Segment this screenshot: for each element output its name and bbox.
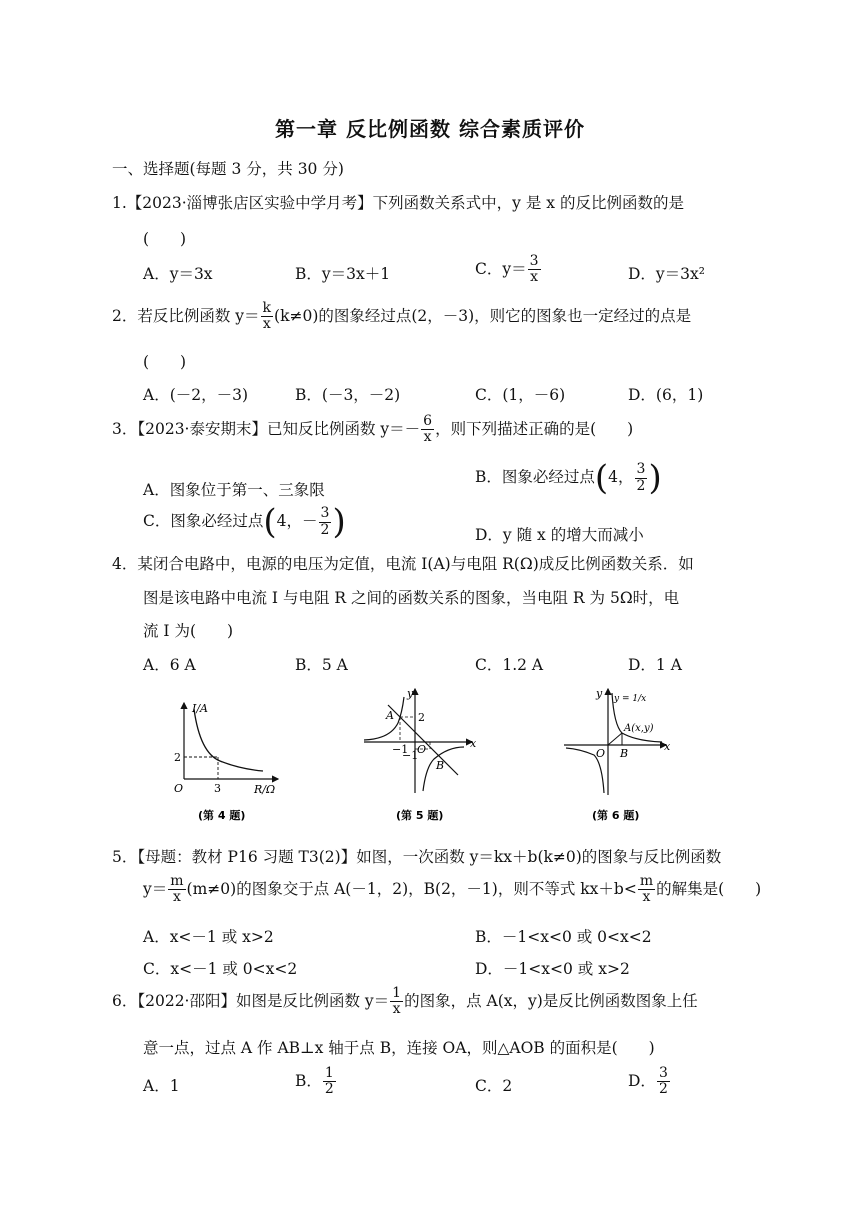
- q1-answer-paren: ( ): [143, 230, 187, 248]
- f5-tick-2: 2: [418, 711, 425, 724]
- q4-line-1: 4．某闭合电路中，电源的电压为定值，电流 I(A)与电阻 R(Ω)成反比例函数关系．如: [112, 555, 694, 573]
- q5-option-d: D．－1<x<0 或 x>2: [475, 960, 630, 978]
- f4-tick-3: 3: [214, 782, 221, 795]
- q2-answer-paren: ( ): [143, 353, 187, 371]
- q1-option-d: D．y＝3x²: [628, 265, 706, 283]
- q3-option-d: D．y 随 x 的增大而减小: [475, 526, 644, 544]
- f4-ylabel: I/A: [192, 702, 208, 715]
- f5-point-b: B: [436, 759, 445, 772]
- q5-line-1: 5．【母题：教材 P16 习题 T3(2)】如图，一次函数 y＝kx＋b(k≠0)的图象与反比例函数: [112, 848, 722, 866]
- q6-option-c: C．2: [475, 1077, 513, 1095]
- q3-option-b: B．图象必经过点(4， $\frac{3}{2}$ ): [475, 458, 662, 498]
- f5-origin: O: [417, 743, 427, 756]
- figure-6-graph: [560, 683, 680, 825]
- q4-line-3: 流 I 为( ): [143, 622, 234, 640]
- q2-stem: 2．若反比例函数 y＝ $\frac{k}{x}$ (k≠0)的图象经过点(2，－3)，则它的图象也一定经过的点是: [112, 300, 692, 333]
- q5-option-b: B．－1<x<0 或 0<x<2: [475, 928, 652, 946]
- q4-line-2: 图是该电路中电流 I 与电阻 R 之间的函数关系的图象，当电阻 R 为 5Ω时，电: [143, 589, 680, 607]
- f5-tick-neg1x: −1: [392, 743, 409, 756]
- page-title: 第一章 反比例函数 综合素质评价: [275, 117, 585, 141]
- f5-point-a: A: [386, 709, 394, 722]
- section-heading: 一、选择题(每题 3 分，共 30 分): [112, 160, 344, 178]
- f4-xlabel: R/Ω: [254, 783, 276, 796]
- q6-line-2: 意一点，过点 A 作 AB⊥x 轴于点 B，连接 OA，则△AOB 的面积是( ): [143, 1039, 655, 1057]
- f6-point-b: B: [620, 747, 629, 760]
- q6-stem: 6．【2022·邵阳】如图是反比例函数 y＝ $\frac{1}{x}$ 的图象，点 A(x，y)是反比例函数图象上任: [112, 985, 698, 1018]
- q1-stem: 1.【2023·淄博张店区实验中学月考】下列函数关系式中，y 是 x 的反比例函数的是: [112, 194, 684, 212]
- q2-option-c: C．(1，－6): [475, 386, 566, 404]
- q2-option-a: A．(－2，－3): [143, 386, 249, 404]
- q3-stem: 3．【2023·泰安期末】已知反比例函数 y＝－ $\frac{6}{x}$ ，则下列描述正确的是( ): [112, 413, 634, 446]
- f6-caption: (第 6 题): [592, 809, 640, 822]
- f4-origin: O: [174, 782, 184, 795]
- f6-y-label: y: [596, 687, 603, 700]
- f4-caption: (第 4 题): [198, 809, 246, 822]
- q1-option-b: B．y＝3x＋1: [295, 265, 391, 283]
- q4-option-a: A．6 A: [143, 656, 196, 674]
- q4-option-c: C．1.2 A: [475, 656, 544, 674]
- f6-origin: O: [596, 747, 606, 760]
- q5-line-2: y＝ $\frac{m}{x}$ (m≠0)的图象交于点 A(－1，2)，B(2，－1)，则不等式 kx＋b< $\frac{m}{x}$ 的解集是( ): [143, 873, 762, 906]
- f5-y-label: y: [407, 687, 414, 700]
- q4-option-b: B．5 A: [295, 656, 348, 674]
- q6-option-a: A．1: [143, 1077, 180, 1095]
- f5-caption: (第 5 题): [396, 809, 444, 822]
- f6-function-label: y = 1/x: [614, 694, 647, 704]
- f6-x-label: x: [664, 740, 671, 753]
- q3-option-c: C．图象必经过点(4，－ $\frac{3}{2}$ ): [143, 502, 346, 542]
- f5-tick-neg1y: −1: [402, 749, 419, 762]
- q2-option-b: B．(－3，－2): [295, 386, 401, 404]
- f5-x-label: x: [470, 737, 477, 750]
- q6-option-b: B． $\frac{1}{2}$: [295, 1065, 334, 1098]
- figure-5-graph: [360, 683, 485, 825]
- q2-option-d: D．(6，1): [628, 386, 704, 404]
- q6-option-d: D． $\frac{3}{2}$: [628, 1065, 668, 1098]
- q1-option-a: A．y＝3x: [143, 265, 213, 283]
- q5-option-a: A．x<－1 或 x>2: [143, 928, 274, 946]
- q1-option-c: C．y＝ $\frac{3}{x}$: [475, 253, 539, 286]
- q4-option-d: D．1 A: [628, 656, 682, 674]
- q5-option-c: C．x<－1 或 0<x<2: [143, 960, 298, 978]
- q3-option-a: A．图象位于第一、三象限: [143, 481, 325, 499]
- figure-4-graph: [168, 695, 288, 825]
- f4-tick-2: 2: [174, 751, 181, 764]
- f6-point-a: A(x,y): [624, 723, 654, 734]
